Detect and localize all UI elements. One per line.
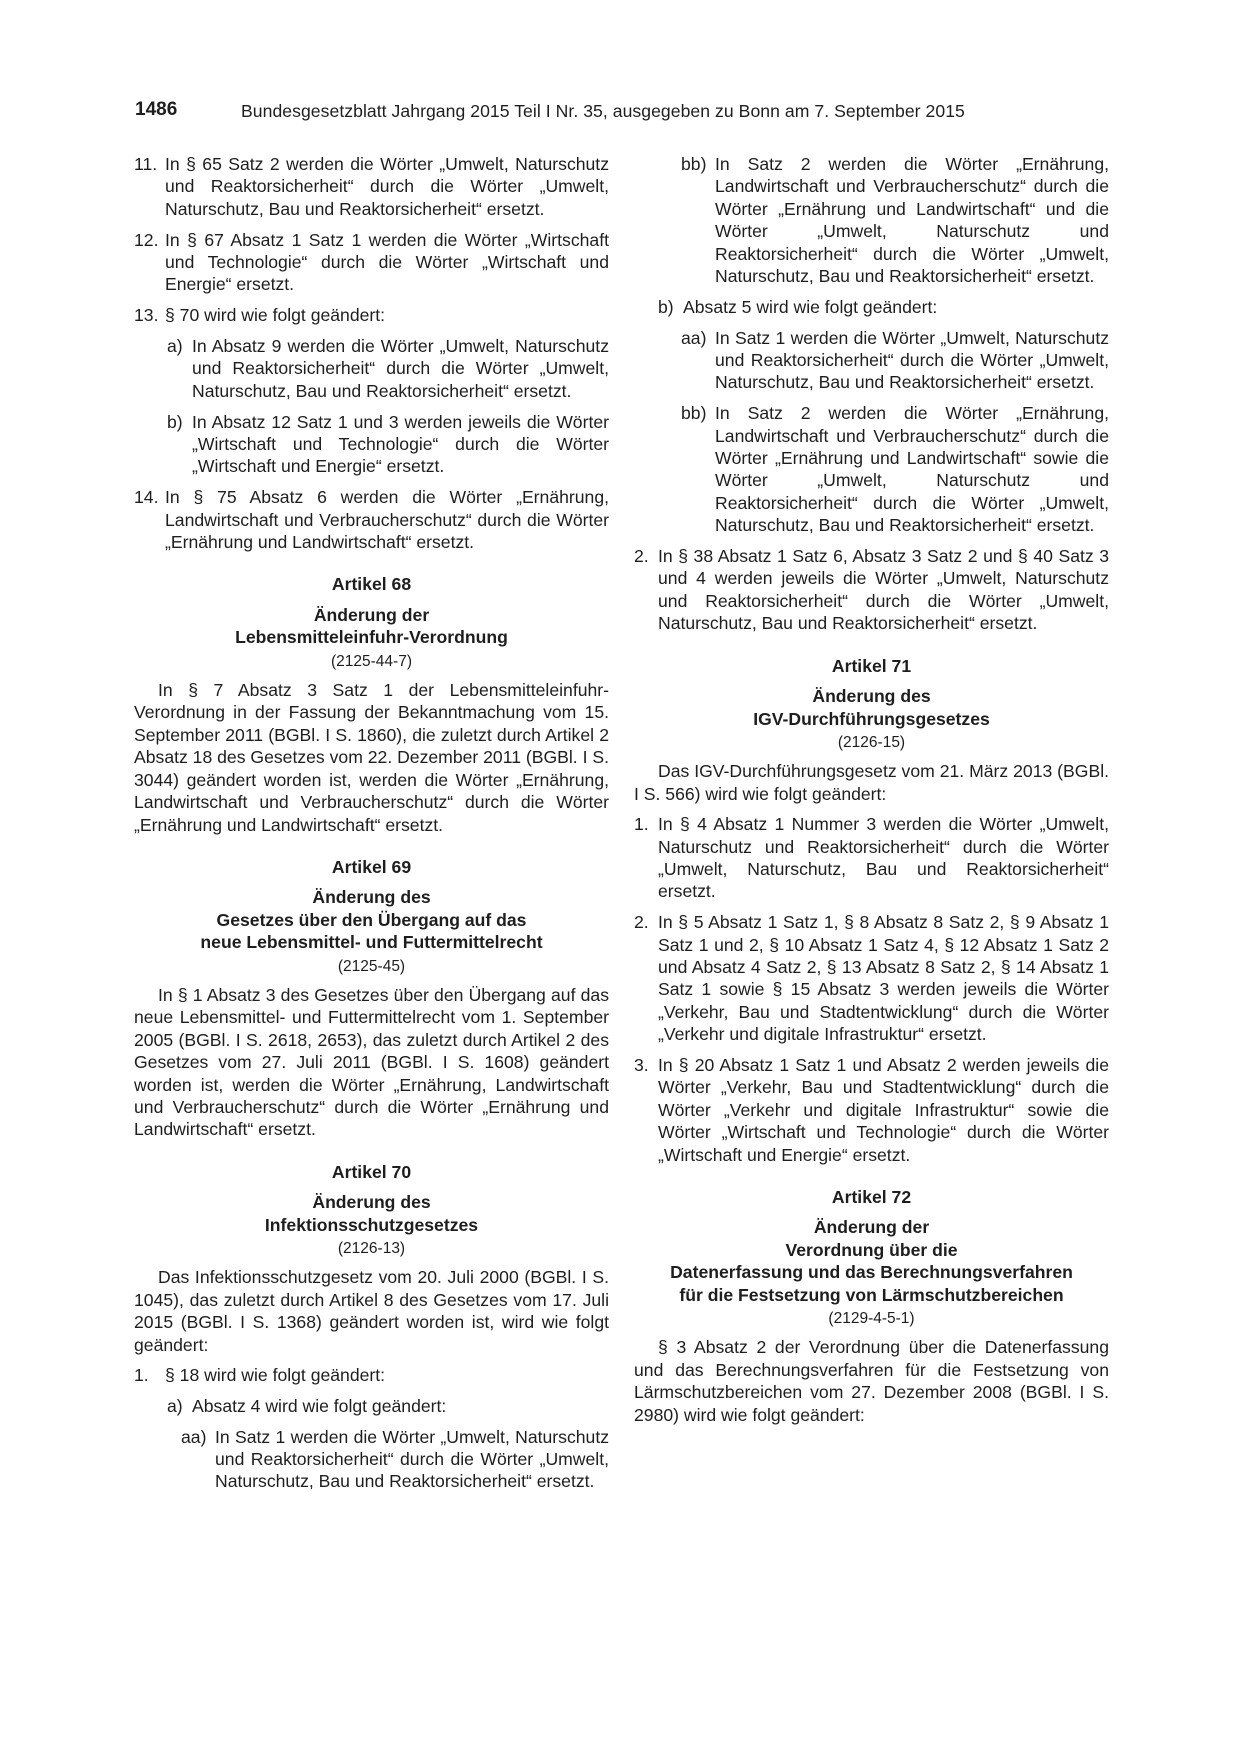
list-item [134, 1364, 609, 1386]
item-label: 1. [134, 1365, 149, 1386]
item-label: 13. [134, 305, 159, 326]
article-body: In § 7 Absatz 3 Satz 1 der Lebensmitteleinfuhr-Verordnung in der Fassung der Bekanntmachung vom 15. September 2011 (BGBl. I S. 1860), die zuletzt durch Artikel 2 Absatz 18 des Gesetzes vom 22. Dezember 2011 (BGBl. I S. 3044) geändert worden ist, werden die Wörter „Ernährung, Landwirtschaft und Verbraucherschutz“ durch die Wörter „Ernährung und Landwirtschaft“ ersetzt. [134, 680, 609, 835]
item-text: In § 75 Absatz 6 werden die Wörter „Ernährung, Landwirtschaft und Verbraucherschutz“ durch die Wörter „Ernährung und Landwirtschaft“ ersetzt. [165, 487, 609, 553]
item-text: Absatz 4 wird wie folgt geändert: [192, 1395, 447, 1416]
item-label: 2. [634, 912, 649, 933]
article-heading [634, 1186, 1109, 1306]
article-title: Änderung der [813, 1217, 930, 1238]
article-title: Änderung des [312, 1192, 431, 1213]
article-heading [634, 655, 1109, 730]
article-number: Artikel 72 [831, 1187, 912, 1207]
sub-list-item [134, 411, 609, 478]
item-label: 3. [634, 1054, 649, 1075]
article-title: Lebensmitteleinfuhr-Verordnung [235, 627, 508, 648]
article-title: Infektionsschutzgesetzes [264, 1214, 479, 1235]
item-label: a) [167, 1395, 183, 1416]
article-heading [134, 1161, 609, 1236]
item-text: In § 4 Absatz 1 Nummer 3 werden die Wörter „Umwelt, Naturschutz und Reaktorsicherheit“ durch die Wörter „Umwelt, Naturschutz, Bau und Reaktorsicherheit“ ersetzt. [658, 814, 1109, 902]
item-label: b) [658, 296, 674, 317]
sub-list-item [134, 335, 609, 402]
item-label: 14. [134, 487, 159, 508]
sub-sub-list-item [134, 1426, 609, 1493]
fna-number: (2129-4-5-1) [828, 1310, 915, 1328]
article-title: Änderung der [313, 604, 430, 625]
item-label: a) [167, 336, 183, 357]
sub-sub-list-item [634, 327, 1109, 394]
sub-sub-list-item [634, 153, 1109, 287]
fna-number: (2126-13) [337, 1240, 406, 1258]
item-label: 11. [134, 154, 158, 174]
item-text: In Absatz 12 Satz 1 und 3 werden jeweils die Wörter „Wirtschaft und Technologie“ durch die Wörter „Wirtschaft und Energie“ ersetzt. [192, 411, 609, 477]
article-heading [134, 573, 609, 648]
list-item [134, 229, 609, 296]
article-title: Änderung des [812, 686, 931, 707]
item-text: In Satz 2 werden die Wörter „Ernährung, Landwirtschaft und Verbraucherschutz“ durch die Wörter „Ernährung und Landwirtschaft“ und die Wörter „Umwelt, Naturschutz und Reaktorsicherheit“ durch die Wörter „Umwelt, Naturschutz, Bau und Reaktorsicherheit“ ersetzt. [715, 154, 1109, 287]
list-item [634, 813, 1109, 903]
list-item [134, 153, 609, 220]
article-title: Änderung des [312, 887, 431, 908]
item-text: In § 5 Absatz 1 Satz 1, § 8 Absatz 8 Satz 2, § 9 Absatz 1 Satz 1 und 2, § 10 Absatz 1 Satz 4, § 12 Absatz 1 Satz 2 und Absatz 4 Satz 2, § 13 Absatz 8 Satz 2, § 14 Absatz 1 Satz 1 sowie § 15 Absatz 3 werden jeweils die Wörter „Verkehr, Bau und Stadtentwicklung“ durch die Wörter „Verkehr und digitale Infrastruktur“ ersetzt. [658, 912, 1109, 1045]
item-text: In § 20 Absatz 1 Satz 1 und Absatz 2 werden jeweils die Wörter „Verkehr, Bau und Stadtentwicklung“ durch die Wörter „Verkehr und digitale Infrastruktur“ sowie die Wörter „Wirtschaft und Technologie“ durch die Wörter „Wirtschaft und Energie“ ersetzt. [658, 1054, 1109, 1165]
article-number: Artikel 69 [331, 856, 412, 877]
article-number: Artikel 70 [331, 1161, 412, 1182]
article-number: Artikel 68 [331, 574, 412, 595]
item-label: aa) [181, 1426, 207, 1447]
article-title: Datenerfassung und das Berechnungsverfahren [670, 1262, 1073, 1283]
item-text: In § 65 Satz 2 werden die Wörter „Umwelt, Naturschutz und Reaktorsicherheit“ durch die Wörter „Umwelt, Naturschutz, Bau und Reaktorsicherheit“ ersetzt. [165, 154, 609, 219]
item-label: 12. [134, 229, 159, 250]
article-title: für die Festsetzung von Lärmschutzbereichen [679, 1284, 1064, 1305]
article-number: Artikel 71 [831, 655, 912, 676]
list-item [634, 1054, 1109, 1166]
item-text: In Satz 1 werden die Wörter „Umwelt, Naturschutz und Reaktorsicherheit“ durch die Wörter „Umwelt, Naturschutz, Bau und Reaktorsicherheit“ ersetzt. [715, 327, 1109, 393]
item-text: In § 38 Absatz 1 Satz 6, Absatz 3 Satz 2 und § 40 Satz 3 und 4 werden jeweils die Wörter „Umwelt, Naturschutz und Reaktorsicherheit“ durch die Wörter „Umwelt, Naturschutz, Bau und Reaktorsicherheit“ ersetzt. [658, 546, 1109, 634]
article-title: Verordnung über die [785, 1239, 958, 1260]
article-body: Das IGV-Durchführungsgesetz vom 21. März 2013 (BGBl. I S. 566) wird wie folgt geändert: [634, 761, 1109, 804]
list-item [634, 911, 1109, 1045]
item-text: In § 67 Absatz 1 Satz 1 werden die Wörter „Wirtschaft und Technologie“ durch die Wörter „Wirtschaft und Energie“ ersetzt. [165, 229, 609, 295]
article-title: neue Lebensmittel- und Futtermittelrecht [200, 932, 543, 953]
item-text: Absatz 5 wird wie folgt geändert: [683, 296, 938, 317]
fna-number: (2125-45) [337, 957, 406, 975]
list-item [134, 304, 609, 326]
sub-list-item [134, 1395, 609, 1417]
running-head: Bundesgesetzblatt Jahrgang 2015 Teil I Nr. 35, ausgegeben zu Bonn am 7. September 2015 [241, 101, 965, 121]
right-column [634, 153, 1109, 1426]
fna-number: (2125-44-7) [331, 652, 412, 670]
item-label: aa) [681, 327, 707, 348]
article-heading [134, 856, 609, 954]
article-title: Gesetzes über den Übergang auf das [216, 909, 527, 930]
item-label: bb) [681, 154, 707, 174]
fna-number: (2126-15) [837, 733, 906, 751]
item-label: 2. [634, 546, 649, 567]
page-number: 1486 [135, 99, 178, 120]
item-text: § 18 wird wie folgt geändert: [165, 1365, 386, 1386]
sub-sub-list-item [634, 402, 1109, 536]
item-label: bb) [681, 403, 707, 424]
article-title: IGV-Durchführungsgesetzes [753, 708, 990, 729]
item-text: In Satz 1 werden die Wörter „Umwelt, Naturschutz und Reaktorsicherheit“ durch die Wörter „Umwelt, Naturschutz, Bau und Reaktorsicherheit“ ersetzt. [215, 1426, 609, 1492]
item-text: In Absatz 9 werden die Wörter „Umwelt, Naturschutz und Reaktorsicherheit“ durch die Wörter „Umwelt, Naturschutz, Bau und Reaktorsicherheit“ ersetzt. [192, 336, 609, 401]
article-body: Das Infektionsschutzgesetz vom 20. Juli 2000 (BGBl. I S. 1045), das zuletzt durch Artikel 8 des Gesetzes vom 17. Juli 2015 (BGBl. I S. 1368) geändert worden ist, wird wie folgt geändert: [134, 1267, 609, 1355]
article-body: § 3 Absatz 2 der Verordnung über die Datenerfassung und das Berechnungsverfahren für die Festsetzung von Lärmschutzbereichen vom 27. Dezember 2008 (BGBl. I S. 2980) wird wie folgt geändert: [634, 1337, 1109, 1425]
item-label: 1. [634, 814, 649, 835]
item-label: b) [167, 411, 183, 432]
sub-list-item [634, 296, 1109, 318]
left-column [134, 153, 609, 1501]
article-body: In § 1 Absatz 3 des Gesetzes über den Übergang auf das neue Lebensmittel- und Futtermittelrecht vom 1. September 2005 (BGBl. I S. 2618, 2653), das zuletzt durch Artikel 2 des Gesetzes vom 27. Juli 2011 (BGBl. I S. 1608) geändert worden ist, werden die Wörter „Ernährung, Landwirtschaft und Verbraucherschutz“ durch die Wörter „Ernährung und Landwirtschaft“ ersetzt. [134, 984, 609, 1140]
item-text: In Satz 2 werden die Wörter „Ernährung, Landwirtschaft und Verbraucherschutz“ durch die Wörter „Ernährung und Landwirtschaft“ sowie die Wörter „Umwelt, Naturschutz und Reaktorsicherheit“ durch die Wörter „Umwelt, Naturschutz, Bau und Reaktorsicherheit“ ersetzt. [715, 403, 1109, 536]
list-item [134, 486, 609, 553]
list-item [634, 545, 1109, 635]
item-text: § 70 wird wie folgt geändert: [165, 305, 386, 326]
